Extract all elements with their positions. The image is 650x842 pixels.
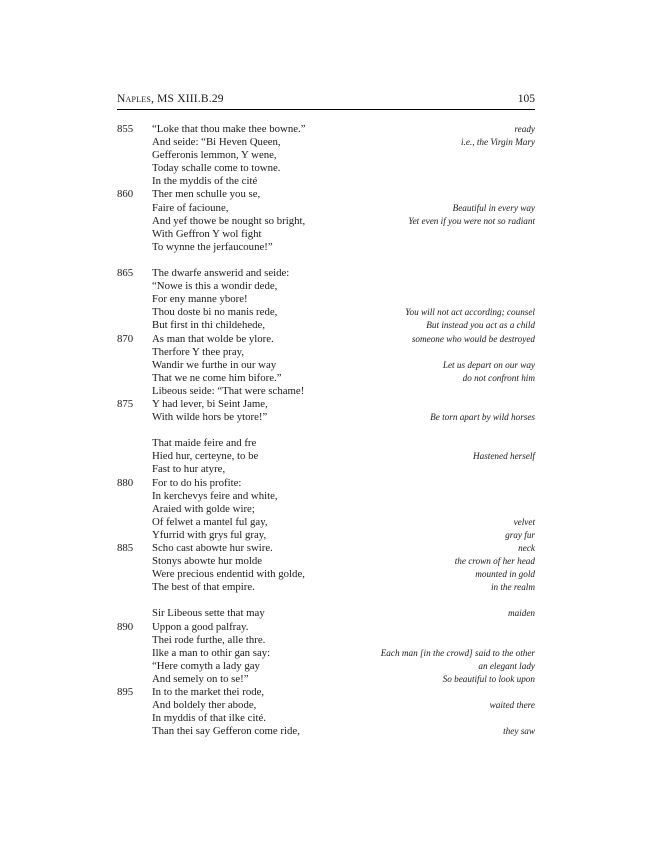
verse-text: Yfurrid with grys ful gray, (152, 528, 267, 541)
verse-line (117, 555, 535, 568)
verse-line (117, 607, 535, 620)
verse-line (117, 490, 535, 503)
marginal-gloss: the crown of her head (454, 556, 535, 567)
verse-line (117, 333, 535, 346)
verse-line (117, 503, 535, 516)
verse-line (117, 175, 535, 188)
verse-text: The best of that empire. (152, 581, 255, 594)
verse-line (117, 215, 535, 228)
verse-line (117, 398, 535, 411)
verse-text: To wynne the jerfaucoune!” (152, 240, 273, 253)
marginal-gloss: waited there (489, 700, 535, 711)
verse-line (117, 542, 535, 555)
verse-line (117, 346, 535, 359)
marginal-gloss: maiden (507, 608, 535, 619)
verse-line (117, 699, 535, 712)
verse-line (117, 647, 535, 660)
verse-text: Libeous seide: “That were schame! (152, 384, 305, 397)
verse-text: Wandir we furthe in our way (152, 358, 277, 371)
running-header (117, 93, 535, 110)
verse-text: Thei rode furthe, alle thre. (152, 633, 266, 646)
line-number: 890 (117, 620, 134, 633)
poem-text (117, 123, 535, 738)
verse-text: Fast to hur atyre, (152, 463, 226, 476)
verse-text: Thou doste bi no manis rede, (152, 306, 278, 319)
marginal-gloss: gray fur (505, 529, 535, 540)
verse-line (117, 372, 535, 385)
verse-line (117, 529, 535, 542)
verse-text: Hied hur, certeyne, to be (152, 450, 259, 463)
verse-line (117, 293, 535, 306)
stanza-break (117, 594, 535, 607)
verse-text: And boldely ther abode, (152, 699, 257, 712)
verse-line (117, 306, 535, 319)
verse-text: For to do his profite: (152, 476, 242, 489)
verse-text: And yef thowe be nought so bright, (152, 214, 306, 227)
verse-text: In kerchevys feire and white, (152, 489, 278, 502)
verse-line (117, 477, 535, 490)
marginal-gloss: velvet (513, 516, 535, 527)
verse-text: Y had lever, bi Seint Jame, (152, 397, 268, 410)
verse-text: Ther men schulle you se, (152, 188, 261, 201)
marginal-gloss: do not confront him (462, 372, 535, 383)
marginal-gloss: But instead you act as a child (426, 320, 535, 331)
line-number: 880 (117, 476, 134, 489)
line-number: 870 (117, 332, 134, 345)
stanza-break (117, 424, 535, 437)
verse-text: Uppon a good palfray. (152, 620, 249, 633)
verse-line (117, 411, 535, 424)
verse-line (117, 149, 535, 162)
line-number: 885 (117, 542, 134, 554)
verse-line (117, 673, 535, 686)
verse-text: As man that wolde be ylore. (152, 332, 274, 345)
running-title: Naples, MS XIII.B.29 (117, 93, 224, 105)
verse-line (117, 437, 535, 450)
verse-text: That maide feire and fre (152, 437, 257, 450)
line-number: 895 (117, 686, 134, 699)
verse-line (117, 621, 535, 634)
verse-text: In myddis of that ilke cité. (152, 712, 266, 725)
verse-text: Stonys abowte hur molde (152, 555, 263, 568)
verse-text: “Nowe is this a wondir dede, (152, 280, 278, 293)
verse-line (117, 581, 535, 594)
verse-line (117, 202, 535, 215)
verse-line (117, 516, 535, 529)
marginal-gloss: Each man [in the crowd] said to the other (380, 647, 535, 658)
verse-text: Sir Libeous sette that may (152, 607, 265, 620)
marginal-gloss: Let us depart on our way (442, 359, 535, 370)
line-number: 860 (117, 188, 134, 201)
verse-line (117, 267, 535, 280)
verse-text: Were precious endentid with golde, (152, 568, 305, 581)
marginal-gloss: So beautiful to look upon (442, 673, 535, 684)
verse-line (117, 228, 535, 241)
verse-line (117, 359, 535, 372)
verse-text: The dwarfe answerid and seide: (152, 267, 290, 280)
marginal-gloss: an elegant lady (478, 660, 535, 671)
verse-text: With Geffron Y wol fight (152, 227, 262, 240)
verse-text: Of felwet a mantel ful gay, (152, 515, 268, 528)
marginal-gloss: Be torn apart by wild horses (430, 412, 535, 423)
verse-line (117, 568, 535, 581)
marginal-gloss: Beautiful in every way (452, 202, 535, 213)
marginal-gloss: i.e., the Virgin Mary (461, 137, 535, 148)
verse-text: Araied with golde wire; (152, 502, 255, 515)
verse-text: Ilke a man to othir gan say: (152, 646, 271, 659)
verse-line (117, 450, 535, 463)
verse-text: For eny manne ybore! (152, 293, 248, 306)
verse-line (117, 241, 535, 254)
verse-line (117, 385, 535, 398)
line-number: 865 (117, 267, 134, 280)
marginal-gloss: someone who would be destroyed (411, 333, 535, 344)
verse-line (117, 463, 535, 476)
marginal-gloss: mounted in gold (475, 569, 535, 580)
verse-text: Faire of facioune, (152, 201, 229, 214)
verse-text: Gefferonis lemmon, Y wene, (152, 149, 277, 162)
verse-line (117, 136, 535, 149)
verse-text: And seide: “Bi Heven Queen, (152, 136, 281, 149)
marginal-gloss: ready (514, 124, 535, 134)
verse-line (117, 188, 535, 201)
marginal-gloss: You will not act according; counsel (405, 307, 535, 318)
verse-text: That we ne come him bifore.” (152, 371, 282, 384)
page-number: 105 (517, 93, 535, 105)
verse-text: “Here comyth a lady gay (152, 659, 260, 672)
verse-line (117, 712, 535, 725)
verse-line (117, 162, 535, 175)
verse-line (117, 123, 535, 136)
verse-text: Scho cast abowte hur swire. (152, 542, 273, 554)
verse-text: Than thei say Gefferon come ride, (152, 725, 300, 738)
verse-text: And semely on to se!” (152, 672, 249, 685)
verse-text: In to the market thei rode, (152, 686, 265, 699)
marginal-gloss: Yet even if you were not so radiant (408, 215, 535, 226)
verse-line (117, 660, 535, 673)
verse-line (117, 280, 535, 293)
marginal-gloss: in the realm (490, 582, 535, 593)
verse-text: With wilde hors be ytore!” (152, 411, 268, 424)
line-number: 855 (117, 123, 134, 135)
verse-text: “Loke that thou make thee bowne.” (152, 123, 306, 135)
verse-text: In the myddis of the cité (152, 175, 258, 188)
verse-line (117, 725, 535, 738)
marginal-gloss: Hastened herself (472, 451, 535, 462)
stanza-break (117, 254, 535, 267)
verse-line (117, 319, 535, 332)
verse-line (117, 686, 535, 699)
marginal-gloss: neck (518, 543, 535, 553)
verse-line (117, 634, 535, 647)
marginal-gloss: they saw (503, 726, 535, 737)
verse-text: Today schalle come to towne. (152, 162, 281, 175)
line-number: 875 (117, 397, 134, 410)
verse-text: Therfore Y thee pray, (152, 345, 245, 358)
verse-text: But first in thi childehede, (152, 319, 266, 332)
